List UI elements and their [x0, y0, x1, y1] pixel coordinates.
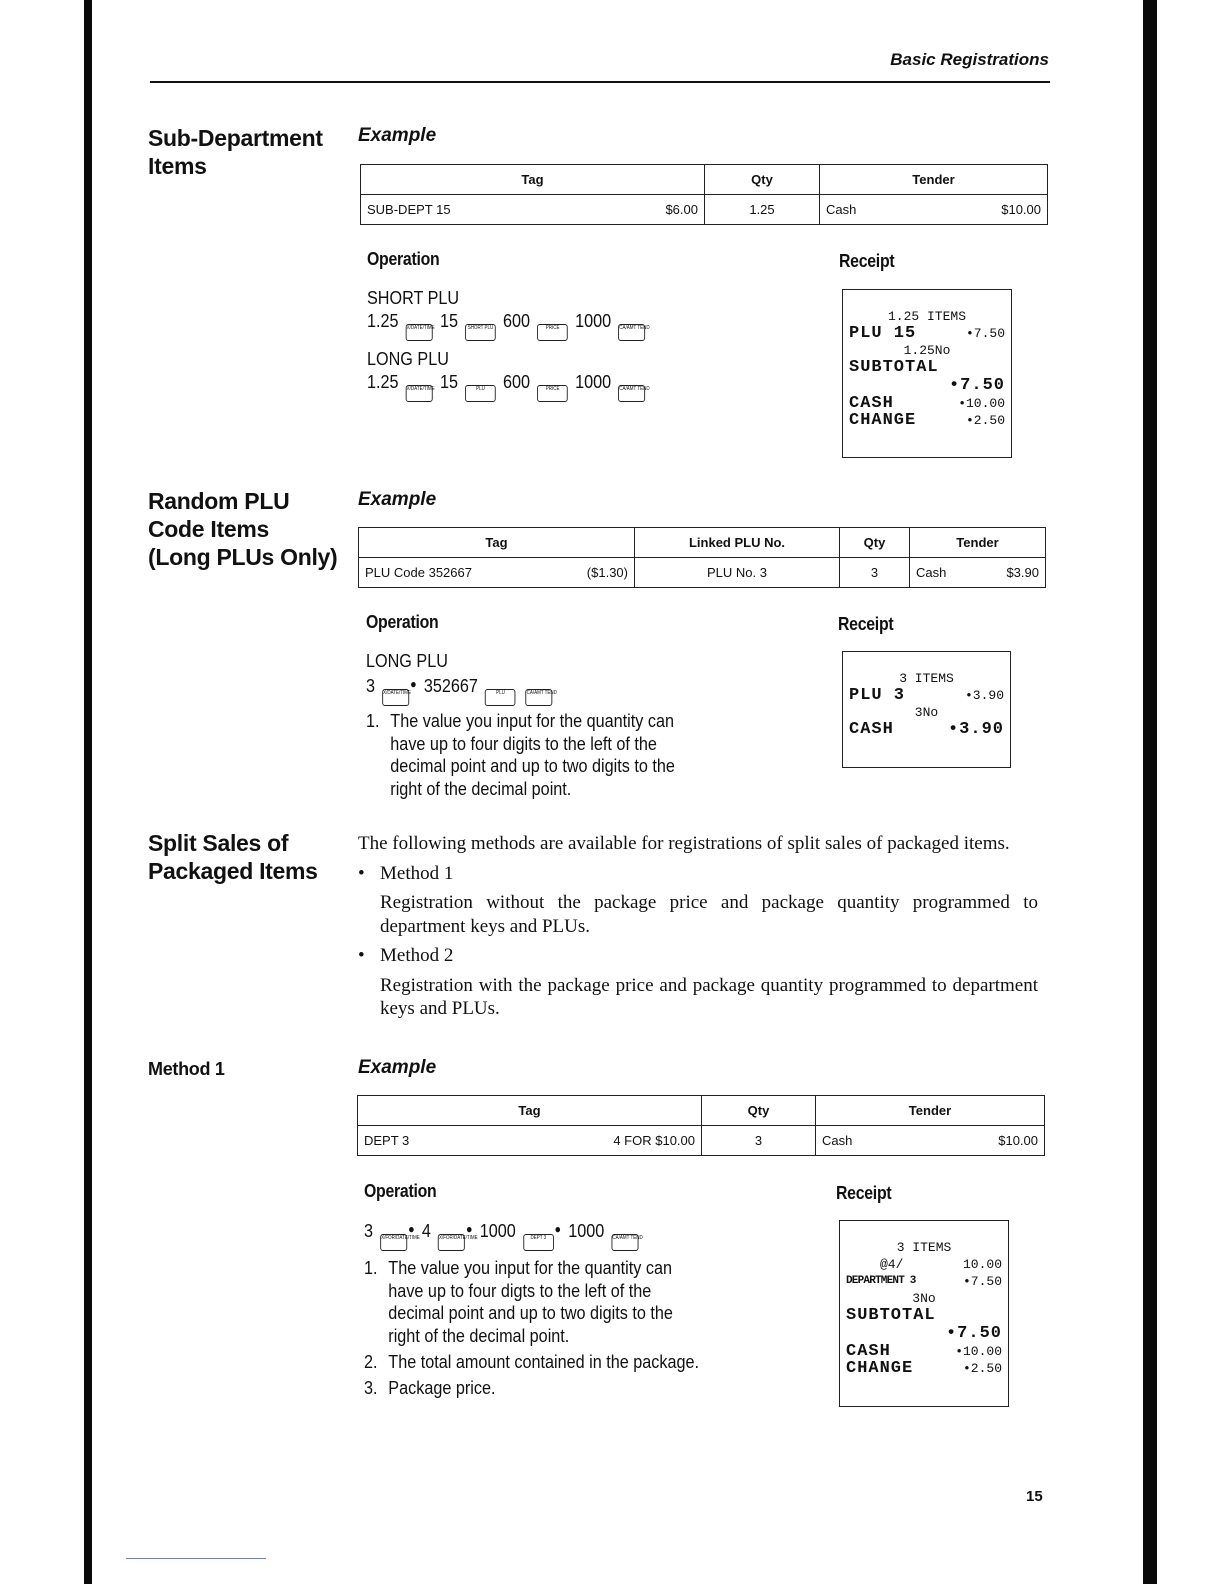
scan-edge-right: [1143, 0, 1157, 1584]
key-sequence-long-plu: 1.25 X/DATE/TIME 15 PLU 600 PRICE 1000 CA/AMT TEND: [367, 371, 648, 402]
table-header-tender: Tender: [820, 165, 1048, 195]
op-label-long-plu: LONG PLU: [367, 349, 449, 369]
example-label: Example: [358, 489, 437, 510]
intro-paragraph: The following methods are available for registrations of split sales of packaged items.: [358, 833, 1010, 854]
table-cell-tag: PLU Code 352667 ($1.30): [359, 558, 635, 588]
operation-title: Operation: [366, 612, 439, 632]
bullet-icon: ●: [554, 1222, 562, 1236]
page-number: 15: [1026, 1488, 1043, 1505]
table-header-tender: Tender: [816, 1096, 1045, 1126]
bullet-icon: ●: [408, 1222, 415, 1236]
receipt-title: Receipt: [839, 251, 895, 271]
key-sequence-short-plu: 1.25 X/DATE/TIME 15 SHORT PLU 600 PRICE 1000 CA/AMT TEND: [367, 310, 648, 341]
table-cell-qty: 3: [702, 1126, 816, 1156]
receipt-title: Receipt: [836, 1183, 892, 1203]
tag-table-method-1: [357, 1095, 1045, 1156]
split-sales-body: The following methods are available for registrations of split sales of packaged items. • Method 1 Registration without the package price and package quantity programmed to department keys and PLUs. • Method 2 Registration with the package price and package quantity programmed to department keys and PLUs.: [358, 833, 1038, 1019]
notes-random-plu: [366, 710, 704, 801]
bullet-icon: ●: [410, 677, 417, 691]
table-header-qty: Qty: [840, 528, 910, 558]
table-header-qty: Qty: [705, 165, 820, 195]
dept-3-key-icon: DEPT 3: [523, 1234, 554, 1251]
table-cell-tag: SUB-DEPT 15 $6.00: [361, 195, 705, 225]
x-date-time-key-icon: X/DATE/TIME: [382, 689, 409, 706]
operation-title: Operation: [364, 1181, 437, 1201]
price-key-icon: PRICE: [537, 385, 568, 402]
section-title-random-plu: Random PLU Code Items (Long PLUs Only): [148, 488, 338, 570]
tag-table-sub-department: [360, 164, 1048, 225]
section-title-method-1: Method 1: [148, 1059, 225, 1079]
table-cell-qty: 1.25: [705, 195, 820, 225]
bullet-icon: •: [358, 945, 365, 966]
x-date-time-key-icon: X/DATE/TIME: [406, 324, 433, 341]
list-item: 3. Package price.: [364, 1377, 496, 1398]
list-item: 2. The total amount contained in the package.: [364, 1351, 700, 1372]
example-label: Example: [358, 1057, 437, 1078]
key-sequence-method-1: 3 X/FOR/DATE/TIME● 4 X/FOR/DATE/TIME● 1000 DEPT 3● 1000 CA/AMT TEND: [364, 1218, 641, 1251]
x-for-date-time-key-icon: X/FOR/DATE/TIME: [380, 1234, 407, 1251]
table-cell-linked-plu: PLU No. 3: [635, 558, 840, 588]
receipt-sub-department: 1.25 ITEMS PLU 15 •7.50 1.25No SUBTOTAL •7.50 CASH •10.00 CHANGE •2.50: [842, 289, 1012, 458]
cash-tender-key-icon: CA/AMT TEND: [611, 1234, 638, 1251]
plu-key-icon: PLU: [485, 689, 516, 706]
list-item: • Method 2: [358, 945, 454, 966]
short-plu-key-icon: SHORT PLU: [465, 324, 496, 341]
tag-table-random-plu: [358, 527, 1046, 588]
list-item: 1. The value you input for the quantity can have up to four digits to the left of the decimal point and up to two digits to the right of the decimal point.: [366, 711, 675, 800]
receipt-method-1: 3 ITEMS @4/ 10.00 DEPARTMENT 3 •7.50 3No SUBTOTAL •7.50 CASH •10.00 CHANGE •2.50: [839, 1220, 1009, 1407]
scan-edge-left: [84, 0, 92, 1584]
table-header-tender: Tender: [910, 528, 1046, 558]
footnote-rule: [126, 1558, 266, 1559]
section-title-sub-department: Sub-Department Items: [148, 125, 323, 179]
example-label: Example: [358, 125, 437, 146]
table-cell-tender: Cash $3.90: [910, 558, 1046, 588]
receipt-title: Receipt: [838, 614, 894, 634]
x-for-date-time-key-icon: X/FOR/DATE/TIME: [438, 1234, 465, 1251]
table-cell-tender: Cash $10.00: [816, 1126, 1045, 1156]
running-header: Basic Registrations: [890, 50, 1049, 69]
plu-key-icon: PLU: [465, 385, 496, 402]
cash-tender-key-icon: CA/AMT TEND: [526, 689, 553, 706]
table-header-qty: Qty: [702, 1096, 816, 1126]
table-cell-qty: 3: [840, 558, 910, 588]
section-title-split-sales: Split Sales of Packaged Items: [148, 830, 318, 884]
bullet-icon: ●: [465, 1222, 473, 1236]
table-cell-tag: DEPT 3 4 FOR $10.00: [358, 1126, 702, 1156]
table-header-tag: Tag: [359, 528, 635, 558]
bullet-icon: •: [358, 862, 365, 884]
list-item: • Method 1: [358, 862, 454, 884]
header-rule: [150, 81, 1050, 83]
key-sequence-random-plu: 3 X/DATE/TIME● 352667 PLU CA/AMT TEND: [366, 673, 555, 706]
table-header-linked-plu: Linked PLU No.: [635, 528, 840, 558]
cash-tender-key-icon: CA/AMT TEND: [618, 385, 645, 402]
table-cell-tender: Cash $10.00: [820, 195, 1048, 225]
price-key-icon: PRICE: [537, 324, 568, 341]
x-date-time-key-icon: X/DATE/TIME: [406, 385, 433, 402]
notes-method-1: [364, 1257, 702, 1399]
op-label-long-plu: LONG PLU: [366, 651, 448, 671]
operation-title: Operation: [367, 249, 440, 269]
cash-tender-key-icon: CA/AMT TEND: [618, 324, 645, 341]
receipt-random-plu: 3 ITEMS PLU 3 •3.90 3No CASH •3.90: [842, 651, 1011, 768]
table-header-tag: Tag: [358, 1096, 702, 1126]
list-item: 1. The value you input for the quantity can have up to four digts to the left of the decimal point and up to two digits to the right of the decimal point.: [364, 1258, 673, 1347]
table-header-tag: Tag: [361, 165, 705, 195]
op-label-short-plu: SHORT PLU: [367, 288, 460, 308]
